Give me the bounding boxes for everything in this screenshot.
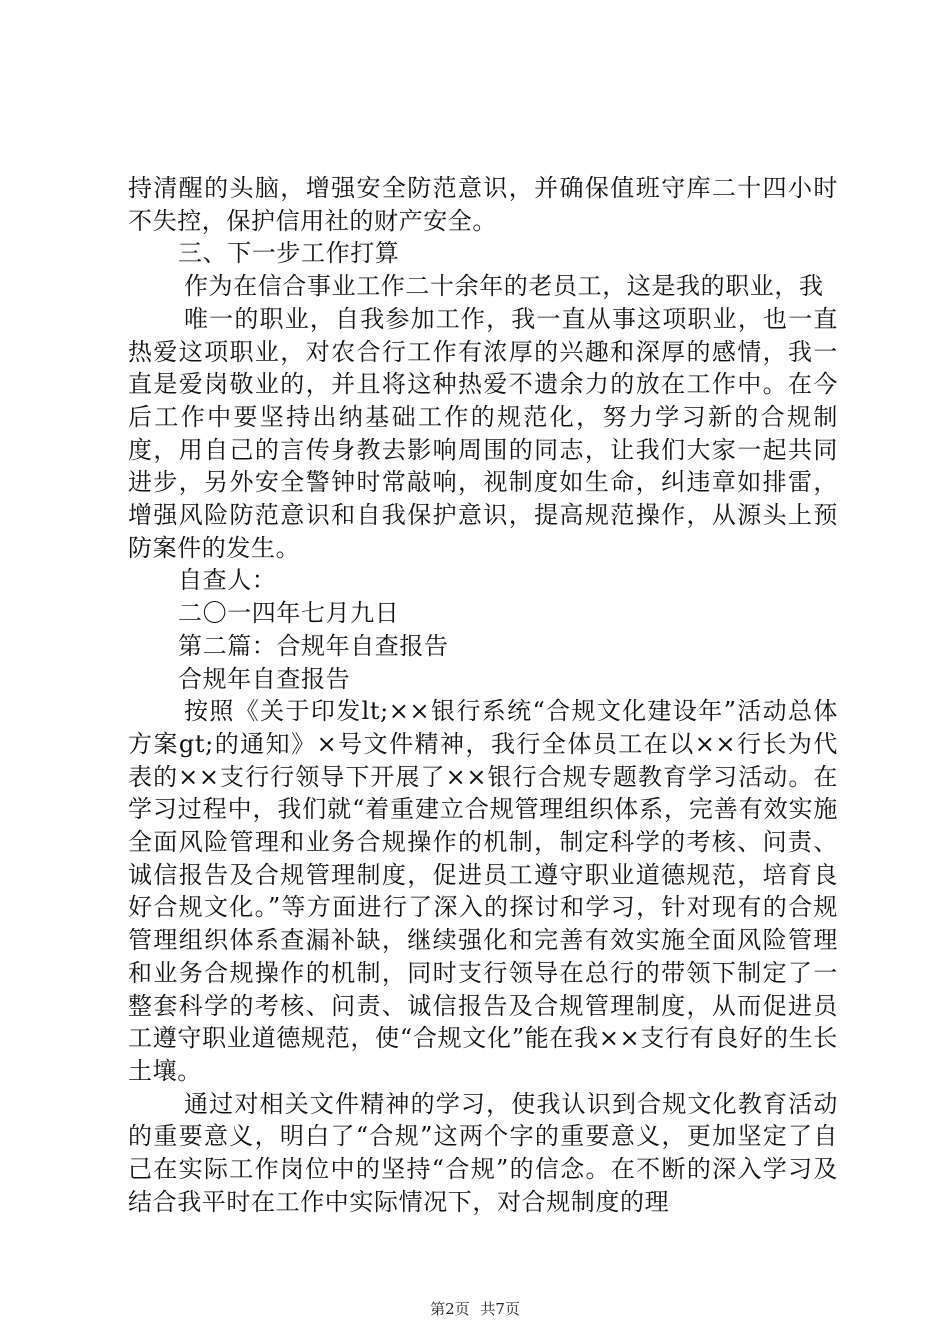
paragraph-8-report-title: 合规年自查报告	[178, 664, 351, 693]
page-number: 第2页	[430, 1300, 470, 1318]
paragraph-2-heading: 三、下一步工作打算	[178, 239, 400, 268]
page-footer	[0, 1298, 950, 1319]
paragraph-4: 唯一的职业，自我参加工作，我一直从事这项职业，也一直热爱这项职业，对农合行工作有浓厚的兴趣和深厚的感情，我一直是爱岗敬业的，并且将这种热爱不遗余力的放在工作中。在今后工作中要坚持出纳基础工作的规范化，努力学习新的合规制度，用自己的言传身教去影响周围的同志，让我们大家一起共同进步，另外安全警钟时常敲响，视制度如生命，纠违章如排雷，增强风险防范意识和自我保护意识，提高规范操作，从源头上预防案件的发生。	[128, 304, 838, 562]
paragraph-6-date: 二〇一四年七月九日	[178, 599, 400, 628]
paragraph-9: 按照《关于印发lt;××银行系统“合规文化建设年”活动总体方案gt;的通知》×号文件精神，我行全体员工在以××行长为代表的××支行行领导下开展了××银行合规专题教育学习活动。在学习过程中，我们就“着重建立合规管理组织体系，完善有效实施全面风险管理和业务合规操作的机制，制定科学的考核、问责、诚信报告及合规管理制度，促进员工遵守职业道德规范，培育良好合规文化。”等方面进行了深入的探讨和学习，针对现有的合规管理组织体系查漏补缺，继续强化和完善有效实施全面风险管理和业务合规操作的机制，同时支行领导在总行的带领下制定了一整套科学的考核、问责、诚信报告及合规管理制度，从而促进员工遵守职业道德规范，使“合规文化”能在我××支行有良好的生长土壤。	[128, 697, 838, 1085]
paragraph-10: 通过对相关文件精神的学习，使我认识到合规文化教育活动的重要意义，明白了“合规”这两个字的重要意义，更加坚定了自己在实际工作岗位中的坚持“合规”的信念。在不断的深入学习及结合我平时在工作中实际情况下，对合规制度的理	[128, 1089, 838, 1216]
paragraph-3: 作为在信合事业工作二十余年的老员工，这是我的职业，我	[184, 272, 824, 301]
page-total: 共7页	[480, 1300, 520, 1318]
paragraph-1: 持清醒的头脑，增强安全防范意识，并确保值班守库二十四小时不失控，保护信用社的财产安全。	[128, 174, 838, 235]
paragraph-7-section-title: 第二篇：合规年自查报告	[178, 631, 449, 660]
paragraph-5-signer: 自查人：	[178, 566, 277, 595]
document-body	[128, 172, 838, 1219]
